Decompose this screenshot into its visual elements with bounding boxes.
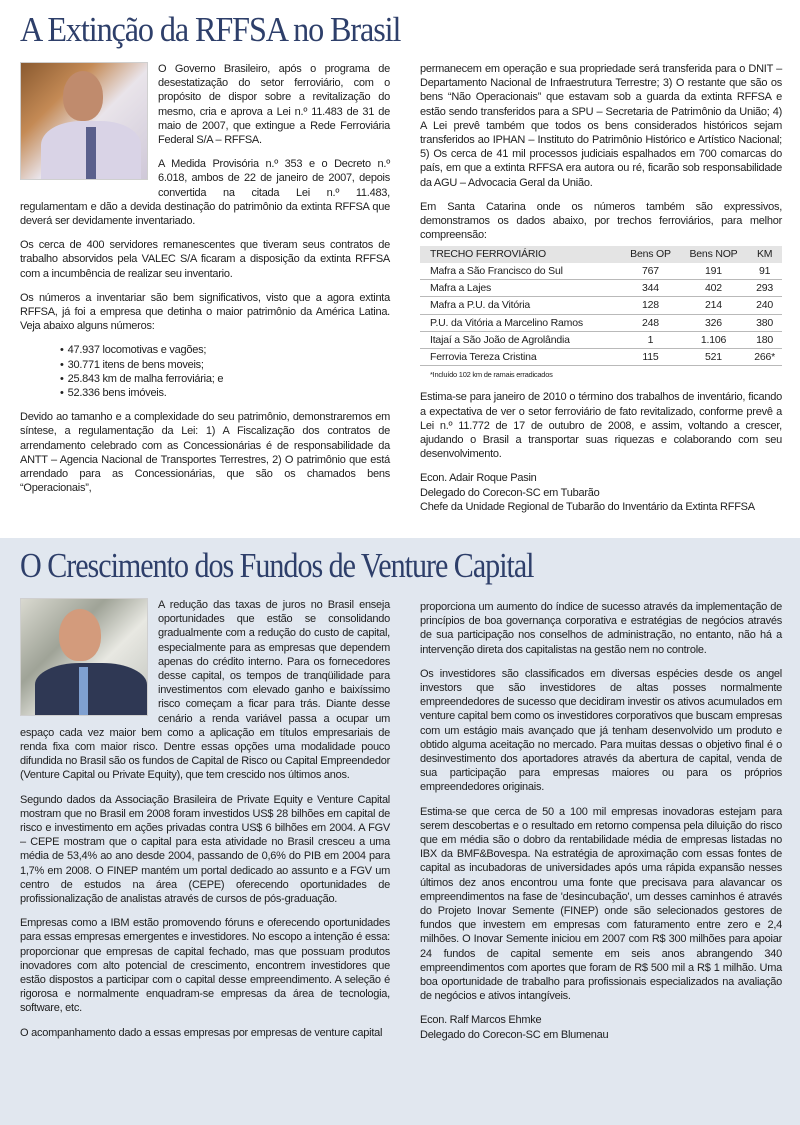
value-cell: 767 — [621, 263, 680, 280]
column-header: KM — [747, 246, 782, 262]
paragraph: Os números a inventariar são bem significativos, visto que a agora extinta RFFSA, já foi a empresa que detinha o maior patrimônio da América Latina. Veja abaixo alguns números: — [20, 291, 390, 333]
value-cell: 521 — [680, 348, 748, 365]
paragraph: Em Santa Catarina onde os números também são expressivos, demonstramos os dados abaixo, por trechos ferroviários, para melhor compreensão: — [420, 200, 782, 242]
paragraph: Devido ao tamanho e a complexidade do seu patrimônio, demonstraremos em síntese, a regulamentação da Lei: 1) A Fiscalização dos contratos de arrendamento celebrado com as Concessionárias é de responsabilidade da ANTT – Agencia Nacional de Transportes Terrestres, 2) O patrimônio que está arrendado para as Concessionárias, que são os chamados bens “Operacionais”, — [20, 411, 390, 495]
article-column-right — [420, 62, 782, 514]
route-cell: Itajaí a São João de Agrolândia — [420, 331, 621, 348]
table-row — [420, 348, 782, 365]
value-cell: 326 — [680, 314, 748, 331]
route-cell: Mafra a Lajes — [420, 280, 621, 297]
column-header: TRECHO FERROVIÁRIO — [420, 246, 621, 262]
route-cell: Mafra a P.U. da Vitória — [420, 297, 621, 314]
value-cell: 380 — [747, 314, 782, 331]
table-row — [420, 263, 782, 280]
table-row — [420, 314, 782, 331]
value-cell: 1.106 — [680, 331, 748, 348]
article-rffsa — [0, 0, 800, 530]
column-header: Bens OP — [621, 246, 680, 262]
author-role: Chefe da Unidade Regional de Tubarão do Inventário da Extinta RFFSA — [420, 500, 755, 513]
paragraph: A redução das taxas de juros no Brasil enseja oportunidades que estão se consolidando gradualmente com a redução do custo de capital, especialmente para as empresas que dependem apenas do crédito interno. Para os fornecedores desse capital, os tempos de tranqüilidade para investimentos com elevado ganho e baixíssimo risco começam a ficar para trás. Diante desse cenário a renda variável passa a ocupar um espaço cada vez maior bem como a aplicação em títulos empresariais de renda fixa com maior risco. Dentre essas opções uma modalidade pouco difundida no Brasil são os fundos de Capital de Risco ou Capital Empreendedor (Venture Capital ou Private Equity), que tem crescido nos últimos anos. — [20, 599, 390, 782]
table-footnote: *Incluído 102 km de ramais erradicados — [430, 370, 553, 380]
value-cell: 115 — [621, 348, 680, 365]
value-cell: 240 — [747, 297, 782, 314]
paragraph: O Governo Brasileiro, após o programa de desestatização do setor ferroviário, com o propósito de dispor sobre a revitalização do mesmo, cria e aprova a Lei n.º 11.483 de 31 de maio de 2007, que extingue a Rede Ferroviária Federal S/A – RFFSA. — [158, 63, 390, 147]
value-cell: 214 — [680, 297, 748, 314]
paragraph: A Medida Provisória n.º 353 e o Decreto n.º 6.018, ambos de 22 de janeiro de 2007, depois convertida na citada Lei n.º 11.483, regulamentam e dão a devida destinação do patrimônio da extinta RFFSA que deverá ser devidamente inventariado. — [20, 158, 390, 228]
paragraph: Empresas como a IBM estão promovendo fóruns e oferecendo oportunidades para essas empresas emergentes e investidores. No escopo a intenção é essa: proporcionar que empresas de capital fechado, mas que possuam produtos inovadores com alto potencial de crescimento, encontrem investidores que estão dispostos a participar com o capital desse empreendimento. A seleção é rigorosa e normalmente enquadram-se empresas da área de tecnologia, software, etc. — [20, 917, 390, 1015]
railway-table — [420, 246, 782, 366]
author-role: Delegado do Corecon-SC em Blumenau — [420, 1028, 609, 1041]
article-venture-capital — [0, 538, 800, 1125]
table-row — [420, 331, 782, 348]
bullet-list — [60, 343, 390, 400]
article-column-left — [20, 598, 390, 1050]
author-signature — [420, 1013, 782, 1041]
table-row — [420, 297, 782, 314]
paragraph: O acompanhamento dado a essas empresas por empresas de venture capital — [20, 1026, 383, 1039]
author-role: Delegado do Corecon-SC em Tubarão — [420, 486, 600, 499]
paragraph: permanecem em operação e sua propriedade será transferida para o DNIT – Departamento Nacional de Infraestrutura Terrestre; 3) O restante que são os bens “Não Operacionais” que estavam sob a guarda da extinta RFFSA e estão sendo transferidos para a SPU – Secretaria de Patrimônio da União; 4) A Lei prevê também que todos os bens considerados históricos sejam transferidos ao IPHAN – Instituto do Patrimônio Histórico e Artístico Nacional; 5) Os cerca de 41 mil processos judiciais espalhados em 700 comarcas do país, em que a extinta RFFSA era autora ou ré, ficarão sob responsabilidade da AGU – Advocacia Geral da União. — [420, 63, 782, 189]
value-cell: 1 — [621, 331, 680, 348]
value-cell: 248 — [621, 314, 680, 331]
route-cell: Mafra a São Francisco do Sul — [420, 263, 621, 280]
route-cell: Ferrovia Tereza Cristina — [420, 348, 621, 365]
list-item: • 25.843 km de malha ferroviária; e — [60, 372, 390, 386]
paragraph: Segundo dados da Associação Brasileira de Private Equity e Venture Capital mostram que no Brasil em 2008 foram investidos US$ 28 bilhões em capital de risco e investimento em ações privadas contra US$ 6 bilhões em 2004. A FGV – CEPE mostram que o capital para esta atividade no Brasil cresceu a uma média de 53,4% ao ano desde 2004, passando de 0,6% do PIB em 2004 para 1,7% em 2008. O FINEP mantém um portal dedicado ao assunto e a FGV um centro de estudos na área (CEPE) oferecendo oportunidades de profissionalização de analistas através de cursos de pós-graduação. — [20, 793, 390, 906]
article-column-right — [420, 600, 782, 1042]
value-cell: 191 — [680, 263, 748, 280]
value-cell: 293 — [747, 280, 782, 297]
list-item: • 30.771 itens de bens moveis; — [60, 358, 390, 372]
article-title: O Crescimento dos Fundos de Venture Capital — [20, 546, 534, 585]
table-row — [420, 280, 782, 297]
paragraph: Estima-se para janeiro de 2010 o término dos trabalhos de inventário, ficando a expectativa de ver o setor ferroviário de fato revitalizado, conforme prevê a Lei n.º 11.772 de 17 de outubro de 2008, e assim, voltando a crescer, ajudando o Brasil a transportar suas riquezas e colaborando com seu desenvolvimento. — [420, 391, 782, 461]
author-name: Econ. Adair Roque Pasin — [420, 472, 537, 485]
column-header: Bens NOP — [680, 246, 748, 262]
author-signature — [420, 471, 782, 514]
value-cell: 344 — [621, 280, 680, 297]
value-cell: 180 — [747, 331, 782, 348]
article-column-left — [20, 62, 390, 505]
author-photo — [20, 62, 148, 180]
table-header-row — [420, 246, 782, 262]
value-cell: 91 — [747, 263, 782, 280]
paragraph: Os investidores são classificados em diversas espécies desde os angel investors que são investidores de altas posses normalmente empreendedores de sucesso que decidiram investir os ativos acumulados em venture capital bem como os investidores corporativos que buscam empresas com um estágio mais avançado que já tenham desenvolvido um produto e obtido alguma aceitação no mercado. Para muitas dessas o objetivo final é o desinvestimento dos aportadores através da abertura de capital, venda de sua participação para empresas maiores ou para os próprios empreendedores originais. — [420, 667, 782, 794]
author-name: Econ. Ralf Marcos Ehmke — [420, 1014, 542, 1027]
article-title: A Extinção da RFFSA no Brasil — [20, 10, 401, 49]
paragraph: proporciona um aumento do índice de sucesso através da implementação de princípios de boa governança corporativa e estratégias de negócios através de sua participação nos conselhos de administração, no entanto, não há a intervenção direta dos capitalistas na gestão nem no controle. — [420, 601, 782, 656]
value-cell: 266* — [747, 348, 782, 365]
paragraph: Os cerca de 400 servidores remanescentes que tiveram seus contratos de trabalho absorvidos pela VALEC S/A ficaram a disposição da extinta RFFSA com a incumbência de realizar seu inventario. — [20, 239, 390, 280]
value-cell: 128 — [621, 297, 680, 314]
list-item: • 52.336 bens imóveis. — [60, 386, 390, 400]
value-cell: 402 — [680, 280, 748, 297]
author-photo — [20, 598, 148, 716]
list-item: • 47.937 locomotivas e vagões; — [60, 343, 390, 357]
route-cell: P.U. da Vitória a Marcelino Ramos — [420, 314, 621, 331]
paragraph: Estima-se que cerca de 50 a 100 mil empresas inovadoras estejam para serem descobertas e o resultado em retorno compensa pela diluição do risco que em média são o dobro da rentabilidade média de empresas listadas no IBX da BMF&Bovespa. Na estratégia de aproximação com essas fontes de capital as incubadoras de universidades após uma rápida expansão nesses últimos dez anos encontrou uma fonte que precisava para alavancar os empreendimentos na fase de 'desincubação', um desses caminhos é através do Projeto Inovar Semente (FINEP) onde são selecionados gestores de fundos que investem em empresas com faturamento entre zero e 2,4 milhões. O Inovar Semente iniciou em 2007 com R$ 300 milhões para apoiar 24 fundos de capital semente em seis anos abrangendo 340 empreendimentos com aportes que foram de R$ 500 mil a R$ 1 milhão. Uma boa oportunidade de trabalho para profissionais especializados na avaliação de negócios e ativos intangíveis. — [420, 805, 782, 1003]
